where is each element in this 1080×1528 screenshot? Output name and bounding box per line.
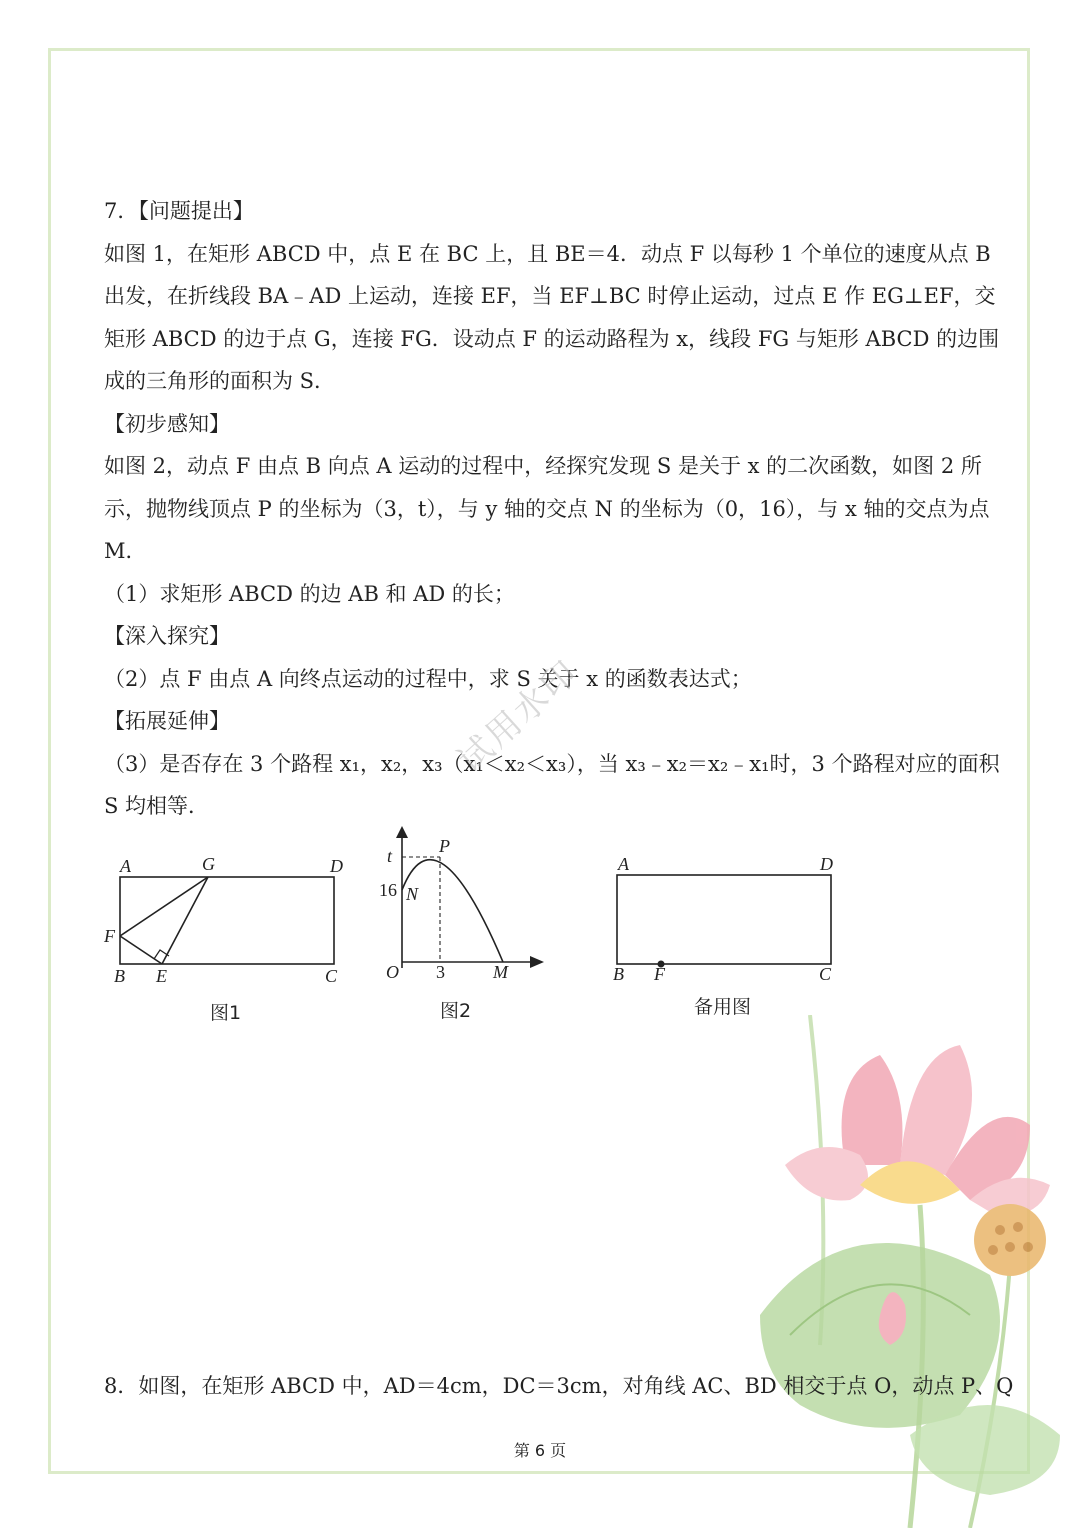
fig3-label-a: A (618, 854, 629, 874)
fig2-label-m: M (493, 962, 508, 982)
problem-line: 示，抛物线顶点 P 的坐标为（3，t），与 y 轴的交点 N 的坐标为（0，16），与 x 轴的交点为点 (104, 496, 990, 521)
fig3-label-b: B (613, 964, 624, 984)
fig1-segment-fe (120, 936, 162, 964)
fig1-label-e: E (156, 966, 167, 986)
fig2-x-arrow (530, 956, 544, 968)
question-1: （1）求矩形 ABCD 的边 AB 和 AD 的长； (104, 581, 515, 606)
problem-line: 成的三角形的面积为 S． (104, 369, 336, 393)
figure-spare (613, 854, 833, 984)
section-heading: 【初步感知】 (104, 411, 230, 436)
seed-dot (1023, 1242, 1033, 1252)
problem-8: 8．如图，在矩形 ABCD 中，AD＝4cm，DC＝3cm，对角线 AC、BD 相交于点 O，动点 P、Q (104, 1374, 1014, 1398)
fig2-y-arrow (396, 826, 408, 838)
lotus-petal (842, 1055, 903, 1165)
figure-spare-caption: 备用图 (694, 996, 752, 1018)
seed-dot (1005, 1242, 1015, 1252)
fig2-label-n: N (406, 884, 419, 904)
problem-line: 如图 2，动点 F 由点 B 向点 A 运动的过程中，经探究发现 S 是关于 x 的二次函数，如图 2 所 (104, 454, 982, 478)
problem-line: S 均相等． (104, 794, 210, 818)
fig2-label-3: 3 (436, 962, 445, 982)
fig3-label-f: F (654, 964, 665, 984)
figures (96, 820, 856, 1030)
fig2-label-p: P (439, 836, 450, 856)
question-3: （3）是否存在 3 个路程 x₁，x₂，x₃（x₁＜x₂＜x₃），当 x₃﹣x₂＝x₂﹣x₁时，3 个路程对应的面积 (104, 751, 1000, 776)
seed-dot (1013, 1222, 1023, 1232)
fig1-label-g: G (202, 854, 215, 874)
fig1-label-d: D (330, 856, 343, 876)
fig1-label-b: B (114, 966, 125, 986)
question-2: （2）点 F 由点 A 向终点运动的过程中，求 S 关于 x 的函数表达式； (104, 666, 752, 691)
fig3-label-d: D (820, 854, 833, 874)
page-number: 第 6 页 (513, 1441, 567, 1460)
fig3-rectangle (617, 875, 831, 964)
figure-2-caption: 图2 (440, 1000, 472, 1022)
figure-1-caption: 图1 (210, 1002, 242, 1024)
section-heading: 【深入探究】 (104, 624, 230, 648)
fig2-label-16: 16 (379, 880, 397, 900)
problem-line: M． (104, 539, 147, 563)
fig1-segment-fg (120, 877, 208, 936)
problem-7 (104, 190, 1000, 828)
fig1-label-f: F (104, 926, 115, 946)
fig1-label-a: A (120, 856, 131, 876)
fig1-segment-eg (162, 877, 208, 964)
section-heading: 【拓展延伸】 (104, 709, 230, 733)
seed-dot (995, 1225, 1005, 1235)
figure-2 (379, 826, 544, 982)
fig2-label-t: t (387, 846, 393, 866)
watermark: 试用水印 (450, 651, 588, 781)
problem-line: 出发，在折线段 BA﹣AD 上运动，连接 EF，当 EF⊥BC 时停止运动，过点 E 作 EG⊥EF，交 (104, 284, 996, 308)
fig1-right-angle-mark (154, 950, 169, 959)
fig2-parabola (402, 860, 503, 962)
lotus-seed-pod (974, 1204, 1046, 1276)
lotus-petal (785, 1147, 868, 1201)
fig1-rectangle (120, 877, 334, 964)
fig2-label-o: O (386, 962, 399, 982)
problem-line: 矩形 ABCD 的边于点 G，连接 FG．设动点 F 的运动路程为 x，线段 FG 与矩形 ABCD 的边围 (104, 326, 1000, 351)
fig3-label-c: C (819, 964, 832, 984)
problem-line: 如图 1，在矩形 ABCD 中，点 E 在 BC 上，且 BE＝4．动点 F 以每秒 1 个单位的速度从点 B (104, 241, 991, 266)
problem-7-title: 7．【问题提出】 (104, 199, 254, 223)
fig1-label-c: C (325, 966, 338, 986)
figure-1 (103, 854, 343, 986)
seed-dot (988, 1245, 998, 1255)
